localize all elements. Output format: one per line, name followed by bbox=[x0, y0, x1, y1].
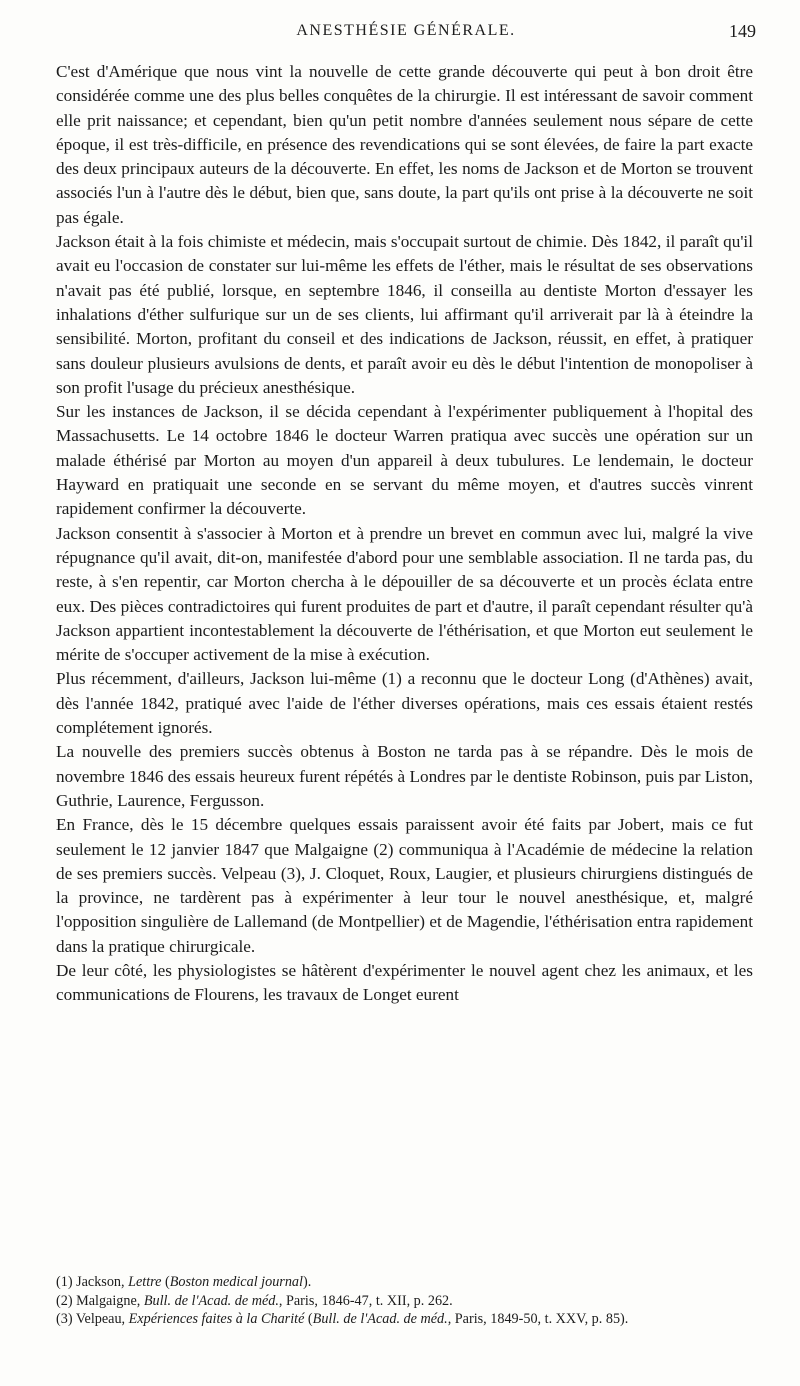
footnote-number: (3) bbox=[56, 1311, 73, 1328]
footnote-title: Bull. de l'Acad. de méd. bbox=[143, 1292, 279, 1309]
paragraph: Plus récemment, d'ailleurs, Jackson lui-même (1) a reconnu que le docteur Long (d'Athènes) avait, dès l'année 1842, pratiqué avec l'aide de l'éther diverses opérations, mais ces essais étaient restés complétement ignorés. bbox=[56, 669, 753, 738]
footnote-source: Boston medical journal bbox=[169, 1274, 303, 1290]
paragraph: De leur côté, les physiologistes se hâtèrent d'expérimenter le nouvel agent chez les animaux, et les communications de Flourens, les travaux de Longet eurent bbox=[56, 960, 753, 1005]
paragraph: En France, dès le 15 décembre quelques essais paraissent avoir été faits par Jobert, mais ce fut seulement le 12 janvier 1847 que Malgaigne (2) communiqua à l'Académie de médecine la relation de ses premiers succès. Velpeau (3), J. Cloquet, Roux, Laugier, et plusieurs chirurgiens distingués de la province, ne tardèrent pas à expérimenter à leur tour le nouvel anesthésique, et, malgré l'opposition singulière de Lallemand (de Montpellier) et de Magendie, l'éthérisation entra rapidement dans la pratique chirurgicale. bbox=[56, 815, 753, 956]
paragraph: La nouvelle des premiers succès obtenus à Boston ne tarda pas à se répandre. Dès le mois de novembre 1846 des essais heureux furent répétés à Londres par le dentiste Robinson, puis par Liston, Guthrie, Laurence, Fergusson. bbox=[56, 742, 753, 810]
footnote bbox=[56, 1273, 753, 1292]
footnote-author: Jackson, bbox=[76, 1274, 125, 1290]
page-number: 149 bbox=[729, 21, 756, 41]
footnote-text: ( bbox=[161, 1274, 170, 1290]
footnote-author: Velpeau, bbox=[75, 1311, 126, 1328]
body-text bbox=[56, 60, 753, 1008]
paragraph: Jackson consentit à s'associer à Morton et à prendre un brevet en commun avec lui, malgré la vive répugnance qu'il avait, dit-on, manifestée d'abord pour une semblable association. Il ne tarda pas, du reste, à s'en repentir, car Morton chercha à le dépouiller de sa découverte et un procès éclata entre eux. Des pièces contradictoires qui furent produites de part et d'autre, il paraît cependant résulter qu'à Jackson appartient incontestablement la découverte de l'éthérisation, et que Morton eut seulement le mérite de s'occuper activement de la mise à exécution. bbox=[56, 523, 753, 665]
paragraph: Jackson était à la fois chimiste et médecin, mais s'occupait surtout de chimie. Dès 1842, il paraît qu'il avait eu l'occasion de constater sur lui-même les effets de l'éther, mais le résultat de ses observations n'avait pas été publié, lorsque, en septembre 1846, il conseilla au dentiste Morton d'essayer les inhalations d'éther sulfurique sur un de ses clients, lui affirmant qu'il arriverait par là à éteindre la sensibilité. Morton, profitant du conseil et des indications de Jackson, réussit, en effet, à pratiquer sans douleur plusieurs avulsions de dents, et paraît avoir eu dès le début l'intention de monopoliser à son profit l'usage du précieux anesthésique. bbox=[56, 232, 753, 397]
footnote bbox=[56, 1292, 753, 1311]
footnote-tail: , Paris, 1849-50, t. XXV, p. 85). bbox=[447, 1311, 629, 1328]
footnote-text: ( bbox=[304, 1311, 313, 1328]
footnote-author: Malgaigne, bbox=[76, 1292, 141, 1309]
footnote-number: (1) bbox=[56, 1274, 73, 1290]
page-header bbox=[56, 20, 756, 44]
footnote-number: (2) bbox=[56, 1292, 73, 1309]
paragraph: Sur les instances de Jackson, il se décida cependant à l'expérimenter publiquement à l'hopital des Massachusetts. Le 14 octobre 1846 le docteur Warren pratiqua avec succès une opération sur un malade éthérisé par Morton au moyen d'un appareil à deux tubulures. Le lendemain, le docteur Hayward en pratiquait une seconde en se servant du même moyen, et d'autres succès vinrent rapidement confirmer la découverte. bbox=[56, 402, 753, 519]
footnote-title: Lettre bbox=[128, 1274, 162, 1290]
footnote-source: Bull. de l'Acad. de méd. bbox=[312, 1311, 448, 1328]
footnote bbox=[56, 1310, 753, 1329]
footnote-text: , Paris, 1846-47, t. XII, p. 262. bbox=[278, 1292, 453, 1309]
footnote-tail: ). bbox=[302, 1274, 312, 1290]
footnotes bbox=[56, 1273, 753, 1329]
footnote-title: Expériences faites à la Charité bbox=[128, 1311, 305, 1328]
paragraph: C'est d'Amérique que nous vint la nouvelle de cette grande découverte qui peut à bon droit être considérée comme une des plus belles conquêtes de la chirurgie. Il est intéressant de savoir comment elle prit naissance; et cependant, bien qu'un petit nombre d'années seulement nous sépare de cette époque, il est très-difficile, en présence des revendications qui se sont élevées, de faire la part exacte des deux principaux auteurs de la découverte. En effet, les noms de Jackson et de Morton se trouvent associés l'un à l'autre dès le début, bien que, sans doute, la part qu'ils ont prise à la découverte ne soit pas égale. bbox=[56, 62, 753, 227]
running-title: ANESTHÉSIE GÉNÉRALE. bbox=[296, 22, 516, 39]
